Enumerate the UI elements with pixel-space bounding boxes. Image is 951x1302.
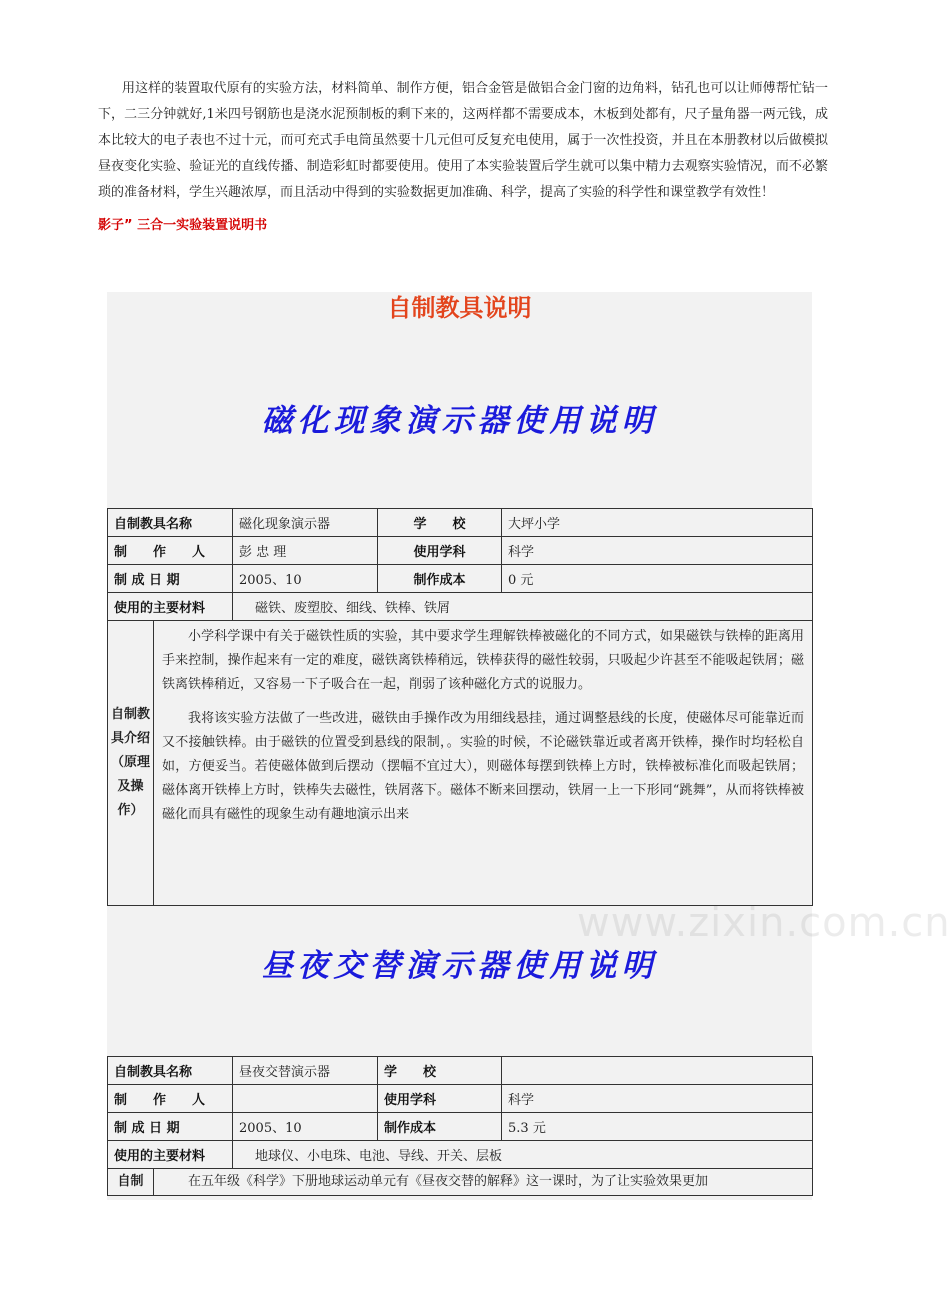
table-row — [108, 537, 813, 565]
item1-title: 磁化现象演示器使用说明 — [261, 403, 658, 439]
intro-paragraph-1: 小学科学课中有关于磁铁性质的实验，其中要求学生理解铁棒被磁化的不同方式，如果磁铁与铁棒的距离用手来控制，操作起来有一定的难度，磁铁离铁棒稍远，铁棒获得的磁性较弱，只吸起少许甚至不能吸起铁屑；磁铁离铁棒稍近，又容易一下子吸合在一起，削弱了该种磁化方式的说服力。 — [162, 629, 805, 692]
table-row — [108, 593, 813, 621]
maker-label: 制 作 人 — [108, 1085, 233, 1113]
teaching-aid-panel — [107, 292, 951, 1200]
cost-value: 0 元 — [502, 565, 813, 593]
document-subtitle: 影子” 三合一实验装置说明书 — [98, 218, 268, 233]
subject-value: 科学 — [502, 1085, 813, 1113]
intro-paragraph: 用这样的装置取代原有的实验方法，材料简单、制作方便，铝合金管是做铝合金门窗的边角料，钻孔也可以让师傅帮忙钻一下，二三分钟就好,1米四号钢筋也是浇水泥预制板的剩下来的，这两样都不需要成本，木板到处都有，尺子量角器一两元钱，成本比较大的电子表也不过十元，而可充式手电筒虽然要十几元但可反复充电使用，属于一次性投资，并且在本册教材以后做模拟昼夜变化实验、验证光的直线传播、制造彩虹时都要使用。使用了本实验装置后学生就可以集中精力去观察实验情况，而不必繁琐的准备材料，学生兴趣浓厚，而且活动中得到的实验数据更加准确、科学，提高了实验的科学性和课堂教学有效性！ — [98, 81, 828, 200]
cost-value: 5.3 元 — [502, 1113, 813, 1141]
intro-description — [154, 621, 813, 906]
school-value — [502, 1057, 813, 1085]
table-row — [108, 1141, 813, 1169]
table-row — [108, 1169, 813, 1196]
table-row — [108, 621, 813, 906]
name-label: 自制教具名称 — [108, 1057, 233, 1085]
date-label: 制 成 日 期 — [108, 1113, 233, 1141]
table-row — [108, 509, 813, 537]
intro-paragraph-1: 在五年级《科学》下册地球运动单元有《昼夜交替的解释》这一课时，为了让实验效果更加 — [188, 1174, 709, 1189]
date-value: 2005、10 — [233, 565, 378, 593]
item1-info-table — [107, 508, 813, 906]
name-value: 昼夜交替演示器 — [233, 1057, 378, 1085]
school-label: 学 校 — [378, 509, 502, 537]
materials-value: 地球仪、小电珠、电池、导线、开关、层板 — [233, 1141, 813, 1169]
intro-label: 自制教具介绍（原理及操作） — [108, 621, 154, 906]
cost-label: 制作成本 — [378, 1113, 502, 1141]
materials-label: 使用的主要材料 — [108, 1141, 233, 1169]
table-row — [108, 1057, 813, 1085]
intro-description — [154, 1169, 813, 1196]
cost-label: 制作成本 — [378, 565, 502, 593]
school-value: 大坪小学 — [502, 509, 813, 537]
subject-label: 使用学科 — [378, 1085, 502, 1113]
table-row — [108, 565, 813, 593]
item2-info-table — [107, 1056, 813, 1196]
maker-value — [233, 1085, 378, 1113]
date-value: 2005、10 — [233, 1113, 378, 1141]
subject-value: 科学 — [502, 537, 813, 565]
materials-label: 使用的主要材料 — [108, 593, 233, 621]
intro-label: 自制 — [108, 1169, 154, 1196]
subject-label: 使用学科 — [378, 537, 502, 565]
school-label: 学 校 — [378, 1057, 502, 1085]
name-value: 磁化现象演示器 — [233, 509, 378, 537]
date-label: 制 成 日 期 — [108, 565, 233, 593]
table-row — [108, 1113, 813, 1141]
panel-title: 自制教具说明 — [387, 294, 532, 322]
maker-label: 制 作 人 — [108, 537, 233, 565]
maker-value: 彭 忠 理 — [233, 537, 378, 565]
materials-value: 磁铁、废塑胶、细线、铁棒、铁屑 — [233, 593, 813, 621]
item2-title: 昼夜交替演示器使用说明 — [261, 948, 658, 984]
table-row — [108, 1085, 813, 1113]
intro-paragraph-2: 我将该实验方法做了一些改进，磁铁由手操作改为用细线悬挂，通过调整悬线的长度，使磁体尽可能靠近而又不接触铁棒。由于磁铁的位置受到悬线的限制，。实验的时候，不论磁铁靠近或者离开铁棒，操作时均轻松自如，方便妥当。若使磁体做到后摆动（摆幅不宜过大），则磁体每摆到铁棒上方时，铁棒被标准化而吸起铁屑；磁体离开铁棒上方时，铁棒失去磁性，铁屑落下。磁体不断来回摆动，铁屑一上一下形同“跳舞”，从而将铁棒被磁化而具有磁性的现象生动有趣地演示出来 — [162, 711, 805, 822]
name-label: 自制教具名称 — [108, 509, 233, 537]
watermark-text: www.zixin.com.cn — [577, 900, 951, 946]
